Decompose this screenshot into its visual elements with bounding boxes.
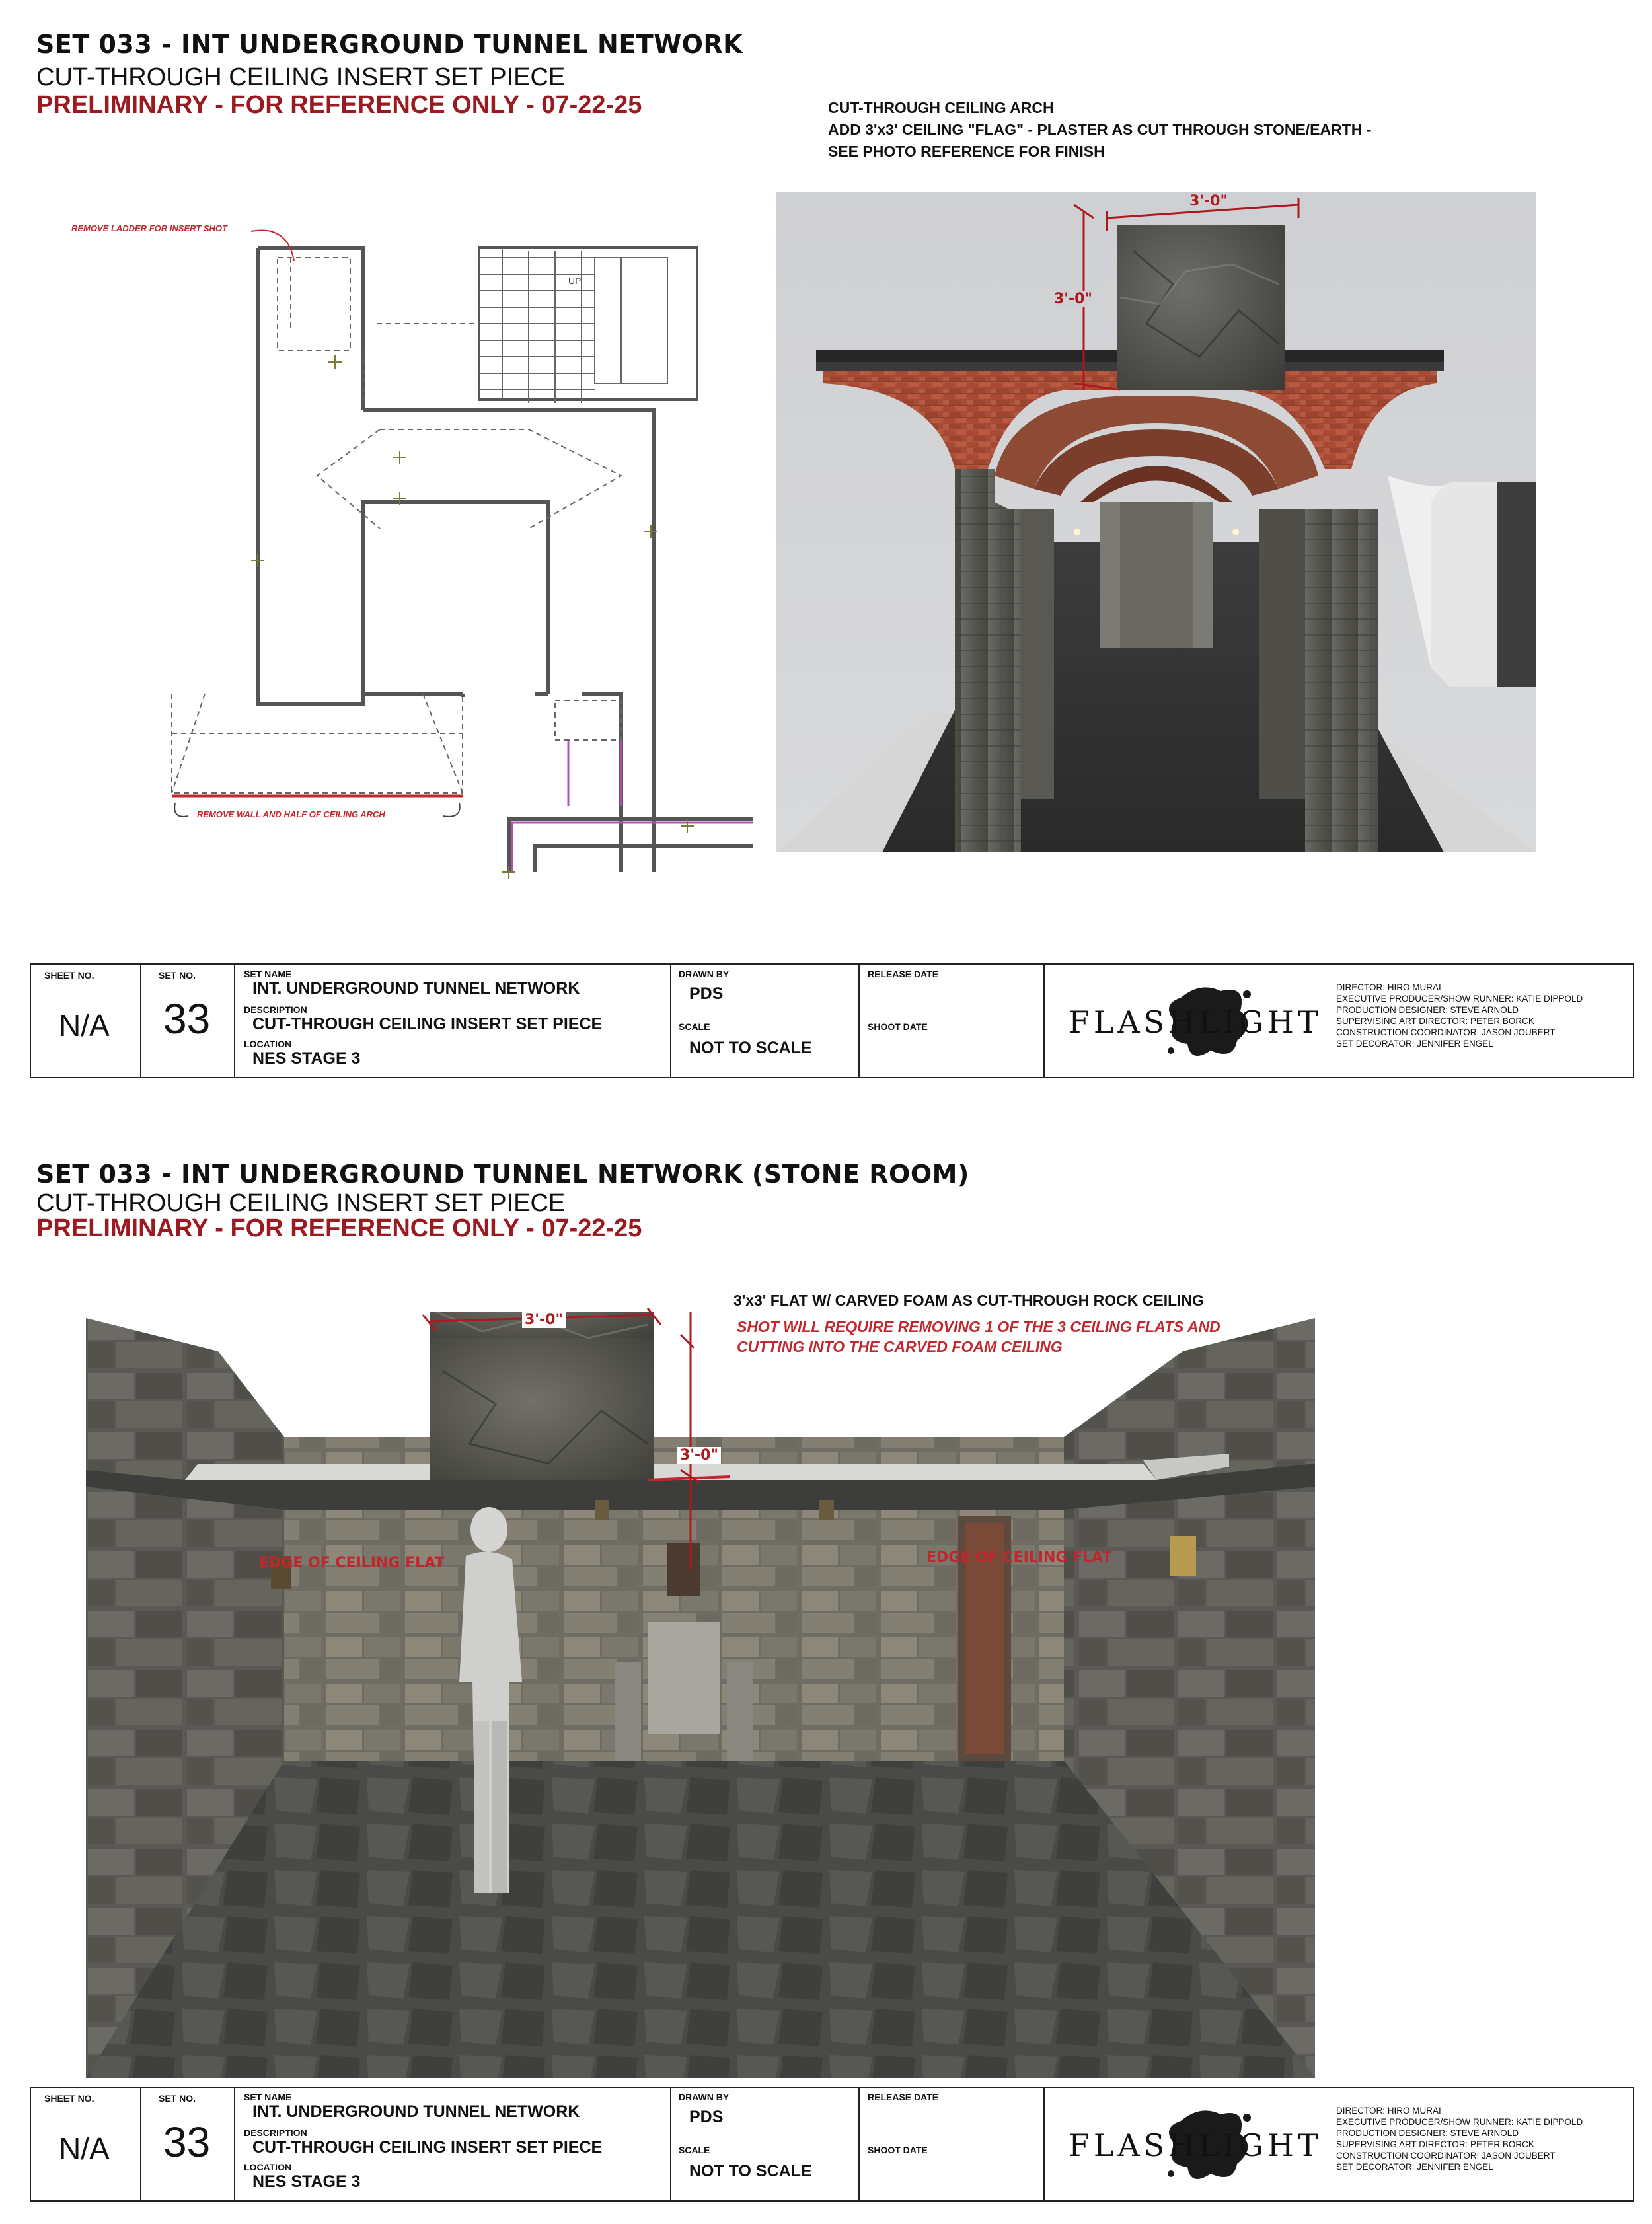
description-value: CUT-THROUGH CEILING INSERT SET PIECE <box>252 2138 603 2157</box>
sheet1-title: SET 033 - INT UNDERGROUND TUNNEL NETWORK <box>36 30 743 59</box>
credit-set-decorator: SET DECORATOR: JENNIFER ENGEL <box>1336 1039 1493 1049</box>
credit-supervising-art-director: SUPERVISING ART DIRECTOR: PETER BORCK <box>1336 1016 1534 1026</box>
credits-block <box>1336 982 1583 1049</box>
tunnel-render <box>776 192 1536 852</box>
release-date-label: RELEASE DATE <box>868 969 939 979</box>
render-note-line-3: SEE PHOTO REFERENCE FOR FINISH <box>828 143 1105 160</box>
plan-note-remove-wall: REMOVE WALL AND HALF OF CEILING ARCH <box>197 809 385 819</box>
sheet2-note-3: CUTTING INTO THE CARVED FOAM CEILING <box>737 1338 1063 1355</box>
credit-production-designer: PRODUCTION DESIGNER: STEVE ARNOLD <box>1336 2128 1519 2138</box>
title-block-1 <box>30 963 1634 1078</box>
sheet2-note-1: 3'x3' FLAT W/ CARVED FOAM AS CUT-THROUGH ROCK CEILING <box>733 1292 1205 1309</box>
set-name-value: INT. UNDERGROUND TUNNEL NETWORK <box>252 979 580 998</box>
credit-executive-producer: EXECUTIVE PRODUCER/SHOW RUNNER: KATIE DIPPOLD <box>1336 2117 1583 2127</box>
set-no-label: SET NO. <box>159 2093 196 2104</box>
scale-value: NOT TO SCALE <box>689 1039 812 1057</box>
floor-plan-drawing <box>159 211 793 885</box>
drawn-by-value: PDS <box>689 984 724 1003</box>
sheet-no-label: SHEET NO. <box>44 2093 94 2104</box>
plan-note-remove-ladder: REMOVE LADDER FOR INSERT SHOT <box>71 223 227 233</box>
render1-dim-height: 3'-0" <box>1054 291 1092 307</box>
location-label: LOCATION <box>244 1039 292 1049</box>
render2-dim-width: 3'-0" <box>522 1312 566 1328</box>
set-name-value: INT. UNDERGROUND TUNNEL NETWORK <box>252 2102 580 2121</box>
location-value: NES STAGE 3 <box>252 2172 361 2191</box>
set-no-value: 33 <box>163 995 211 1043</box>
sheet2-prelim: PRELIMINARY - FOR REFERENCE ONLY - 07-22-25 <box>36 1214 642 1242</box>
credit-construction-coordinator: CONSTRUCTION COORDINATOR: JASON JOUBERT <box>1336 1027 1556 1037</box>
credit-construction-coordinator: CONSTRUCTION COORDINATOR: JASON JOUBERT <box>1336 2151 1556 2161</box>
credit-director: DIRECTOR: HIRO MURAI <box>1336 2106 1441 2116</box>
drawn-by-label: DRAWN BY <box>679 2092 730 2102</box>
description-label: DESCRIPTION <box>244 2128 307 2138</box>
shoot-date-label: SHOOT DATE <box>868 2145 928 2155</box>
title-block-2 <box>30 2087 1634 2202</box>
render1-dim-width: 3'-0" <box>1189 193 1228 209</box>
sheet-no-label: SHEET NO. <box>44 970 94 981</box>
description-value: CUT-THROUGH CEILING INSERT SET PIECE <box>252 1015 603 1033</box>
credit-set-decorator: SET DECORATOR: JENNIFER ENGEL <box>1336 2162 1493 2172</box>
stone-room-render <box>86 1312 1315 2078</box>
credits-block <box>1336 2105 1583 2172</box>
flashlight-logo: FLASHLIGHT <box>1069 2128 1322 2163</box>
release-date-label: RELEASE DATE <box>868 2092 939 2102</box>
location-label: LOCATION <box>244 2162 292 2172</box>
location-value: NES STAGE 3 <box>252 1049 361 1068</box>
set-name-label: SET NAME <box>244 2092 292 2102</box>
edge-of-ceiling-flat-left: EDGE OF CEILING FLAT <box>259 1555 445 1571</box>
sheet1-prelim: PRELIMINARY - FOR REFERENCE ONLY - 07-22-25 <box>36 91 642 119</box>
credit-director: DIRECTOR: HIRO MURAI <box>1336 982 1441 992</box>
sheet-no-value: N/A <box>59 1008 110 1043</box>
drawn-by-value: PDS <box>689 2108 724 2126</box>
edge-of-ceiling-flat-right: EDGE OF CEILING FLAT <box>926 1549 1112 1566</box>
sheet1-subtitle: CUT-THROUGH CEILING INSERT SET PIECE <box>36 63 566 91</box>
set-no-value: 33 <box>163 2118 211 2166</box>
sheet-no-value: N/A <box>59 2131 110 2166</box>
drawn-by-label: DRAWN BY <box>679 969 730 979</box>
credit-production-designer: PRODUCTION DESIGNER: STEVE ARNOLD <box>1336 1005 1519 1015</box>
credit-supervising-art-director: SUPERVISING ART DIRECTOR: PETER BORCK <box>1336 2139 1534 2149</box>
scale-label: SCALE <box>679 2145 710 2155</box>
flashlight-logo: FLASHLIGHT <box>1069 1004 1322 1040</box>
description-label: DESCRIPTION <box>244 1004 307 1015</box>
set-no-label: SET NO. <box>159 970 196 981</box>
credit-executive-producer: EXECUTIVE PRODUCER/SHOW RUNNER: KATIE DIPPOLD <box>1336 994 1583 1004</box>
scale-label: SCALE <box>679 1021 710 1032</box>
set-name-label: SET NAME <box>244 969 292 979</box>
scale-value: NOT TO SCALE <box>689 2162 812 2180</box>
render2-dim-height: 3'-0" <box>677 1447 721 1464</box>
shoot-date-label: SHOOT DATE <box>868 1021 928 1032</box>
sheet2-note-2: SHOT WILL REQUIRE REMOVING 1 OF THE 3 CEILING FLATS AND <box>737 1318 1220 1335</box>
render-note-line-1: CUT-THROUGH CEILING ARCH <box>828 99 1054 116</box>
sheet2-subtitle: CUT-THROUGH CEILING INSERT SET PIECE <box>36 1189 566 1217</box>
render-note-line-2: ADD 3'x3' CEILING "FLAG" - PLASTER AS CUT THROUGH STONE/EARTH - <box>828 121 1372 138</box>
render2-dimension-lines <box>416 1305 694 1582</box>
sheet2-title: SET 033 - INT UNDERGROUND TUNNEL NETWORK (STONE ROOM) <box>36 1160 969 1189</box>
plan-up-label: UP <box>568 276 582 286</box>
